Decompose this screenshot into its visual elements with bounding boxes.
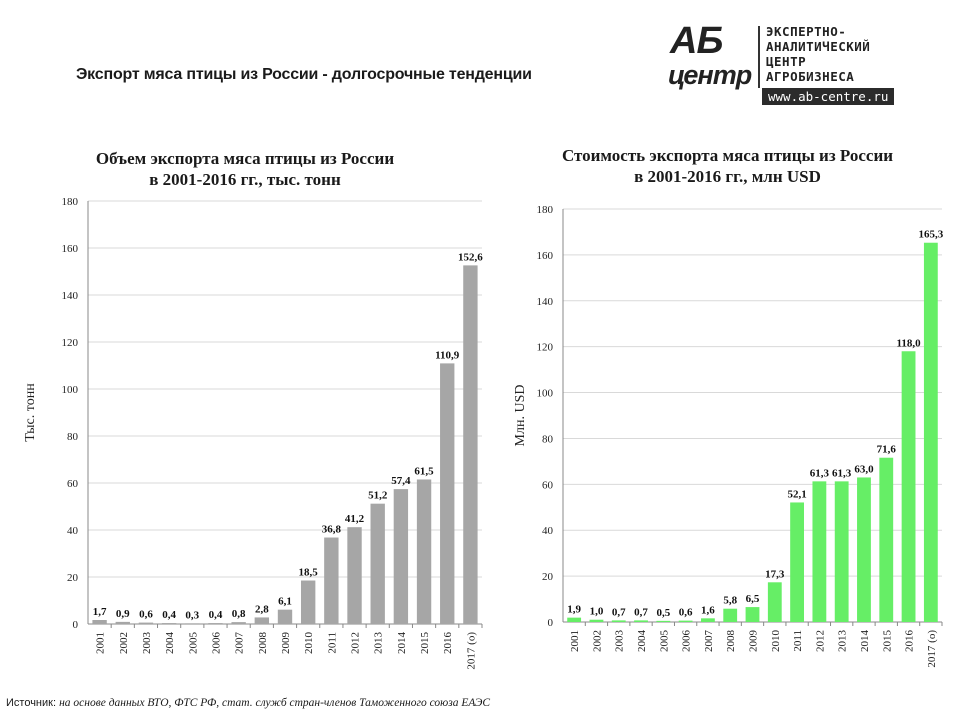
chart-title-value-line-2: в 2001-2016 гг., млн USD — [634, 167, 821, 186]
value-category-label: 2001 — [569, 630, 582, 652]
value-bar — [723, 609, 737, 622]
value-bar — [902, 351, 916, 622]
volume-category-label: 2002 — [117, 632, 130, 654]
value-data-label: 17,3 — [765, 568, 785, 581]
volume-category-label: 2006 — [210, 632, 223, 654]
value-category-label: 2006 — [680, 630, 693, 652]
value-data-label: 71,6 — [876, 443, 896, 456]
volume-bar — [324, 538, 338, 624]
volume-data-label: 18,5 — [298, 566, 318, 579]
value-category-label: 2017 (о) — [925, 630, 938, 668]
value-category-label: 2016 — [903, 630, 916, 652]
volume-data-label: 51,2 — [368, 489, 388, 502]
volume-ytick-label: 40 — [67, 525, 78, 537]
value-category-label: 2002 — [591, 630, 604, 652]
value-bar — [701, 618, 715, 622]
volume-ytick-label: 160 — [61, 243, 78, 255]
value-bar — [634, 620, 648, 622]
volume-bar — [417, 479, 431, 624]
volume-category-label: 2001 — [94, 632, 107, 654]
value-category-label: 2007 — [702, 630, 715, 652]
value-data-label: 0,6 — [678, 606, 693, 619]
volume-bar — [301, 581, 315, 624]
value-ytick-label: 40 — [542, 525, 553, 538]
volume-data-label: 36,8 — [321, 523, 341, 536]
value-bar — [656, 621, 670, 622]
volume-bar — [116, 622, 130, 624]
value-bar — [679, 621, 693, 622]
volume-bar — [255, 617, 269, 624]
source-text: на основе данных ВТО, ФТС РФ, стат. служб стран-членов Таможенного союза ЕАЭС — [59, 697, 491, 709]
page-title: Экспорт мяса птицы из России - долгосрочные тенденции — [76, 66, 532, 83]
logo-line-2: АНАЛИТИЧЕСКИЙ — [766, 39, 871, 54]
volume-category-label: 2015 — [419, 632, 432, 654]
volume-ytick-label: 0 — [72, 619, 78, 631]
volume-data-label: 0,4 — [208, 609, 223, 622]
value-ytick-label: 60 — [542, 479, 553, 492]
volume-ytick-label: 100 — [61, 384, 78, 396]
volume-bar — [440, 363, 454, 624]
value-category-label: 2003 — [613, 630, 626, 652]
value-data-label: 52,1 — [787, 488, 807, 501]
value-ytick-label: 100 — [536, 387, 553, 400]
value-category-label: 2008 — [725, 630, 738, 652]
volume-bar — [347, 527, 361, 624]
volume-category-label: 2010 — [303, 632, 316, 654]
volume-ytick-label: 20 — [67, 572, 78, 584]
volume-bar — [371, 504, 385, 624]
volume-data-label: 152,6 — [458, 251, 483, 264]
value-bar — [857, 477, 871, 622]
value-category-label: 2013 — [836, 630, 849, 652]
volume-bar — [139, 623, 153, 624]
volume-data-label: 0,4 — [162, 609, 176, 622]
value-data-label: 61,3 — [832, 467, 852, 480]
volume-data-label: 2,8 — [254, 603, 269, 616]
volume-data-label: 6,1 — [278, 595, 292, 608]
value-data-label: 5,8 — [723, 594, 738, 607]
volume-chart — [0, 0, 483, 700]
volume-data-label: 110,9 — [435, 349, 460, 362]
chart-title-volume-line-2: в 2001-2016 гг., тыс. тонн — [149, 170, 341, 189]
value-ytick-label: 80 — [542, 433, 553, 446]
value-data-label: 1,9 — [567, 603, 582, 616]
volume-category-label: 2013 — [372, 632, 385, 654]
volume-bar — [185, 623, 199, 624]
volume-data-label: 41,2 — [344, 513, 365, 526]
value-ytick-label: 20 — [542, 571, 553, 584]
logo-tsentr-mark: центр — [668, 60, 752, 90]
volume-data-label: 0,3 — [185, 609, 200, 622]
value-data-label: 63,0 — [854, 463, 874, 476]
volume-bar — [463, 265, 477, 624]
volume-category-label: 2014 — [395, 632, 408, 654]
value-category-label: 2004 — [636, 630, 649, 652]
volume-category-label: 2017 (о) — [465, 632, 478, 670]
value-data-label: 165,3 — [918, 228, 944, 241]
value-data-label: 61,3 — [809, 467, 830, 480]
volume-bar — [278, 610, 292, 624]
volume-category-label: 2012 — [349, 632, 362, 654]
volume-category-label: 2003 — [140, 632, 153, 654]
volume-data-label: 0,8 — [231, 608, 246, 621]
volume-bar — [162, 623, 176, 624]
volume-category-label: 2004 — [164, 632, 177, 654]
volume-bar — [92, 620, 106, 624]
chart-title-value-line-1: Стоимость экспорта мяса птицы из России — [561, 146, 894, 165]
value-data-label: 6,5 — [745, 593, 760, 606]
volume-ytick-label: 60 — [67, 478, 78, 490]
volume-category-label: 2009 — [280, 632, 292, 654]
value-bar — [746, 607, 760, 622]
value-ytick-label: 180 — [536, 204, 553, 216]
value-bar — [812, 481, 826, 622]
volume-category-label: 2008 — [256, 632, 269, 654]
volume-data-label: 1,7 — [92, 606, 107, 619]
value-chart — [480, 0, 960, 700]
value-data-label: 0,7 — [634, 606, 648, 619]
volume-category-label: 2016 — [442, 632, 455, 654]
value-category-label: 2015 — [881, 630, 894, 652]
value-ytick-label: 0 — [547, 617, 553, 629]
volume-category-label: 2005 — [187, 632, 200, 654]
logo-line-4: АГРОБИЗНЕСА — [766, 69, 855, 84]
logo-line-3: ЦЕНТР — [766, 54, 807, 69]
value-bar — [835, 481, 849, 622]
volume-bar — [231, 622, 245, 624]
value-ylabel: Млн. USD — [513, 384, 528, 447]
volume-category-label: 2011 — [326, 632, 339, 654]
volume-data-label: 57,4 — [391, 475, 411, 488]
volume-ytick-label: 80 — [67, 431, 78, 443]
volume-bar — [208, 623, 222, 624]
value-category-label: 2011 — [792, 630, 805, 652]
volume-bar — [394, 489, 408, 624]
value-bar — [790, 502, 804, 622]
value-data-label: 0,5 — [656, 606, 671, 619]
value-category-label: 2009 — [747, 630, 760, 652]
value-bar — [924, 243, 938, 622]
value-data-label: 118,0 — [896, 337, 921, 350]
value-category-label: 2012 — [814, 630, 827, 652]
value-data-label: 0,7 — [611, 606, 626, 619]
volume-ytick-label: 140 — [61, 290, 78, 302]
volume-ytick-label: 120 — [61, 337, 78, 349]
value-bar — [567, 618, 581, 622]
volume-ylabel: Тыс. тонн — [23, 383, 38, 442]
chart-title-volume-line-1: Объем экспорта мяса птицы из России — [95, 149, 395, 168]
volume-data-label: 0,9 — [115, 607, 130, 620]
source-label: Источник: — [6, 697, 57, 709]
volume-ytick-label: 180 — [61, 196, 78, 208]
volume-category-label: 2007 — [233, 632, 246, 654]
value-ytick-label: 140 — [536, 295, 553, 308]
source-note — [6, 697, 490, 709]
value-bar — [612, 620, 626, 622]
value-category-label: 2010 — [769, 630, 782, 652]
volume-data-label: 0,6 — [139, 608, 153, 621]
value-ytick-label: 160 — [536, 249, 553, 262]
value-bar — [879, 458, 893, 622]
value-category-label: 2005 — [658, 630, 671, 652]
value-ytick-label: 120 — [536, 341, 553, 354]
logo-ab-mark: АБ — [670, 20, 723, 62]
logo-line-1: ЭКСПЕРТНО- — [766, 24, 847, 39]
value-data-label: 1,0 — [589, 605, 604, 618]
value-category-label: 2014 — [858, 630, 871, 652]
logo-url: www.ab-centre.ru — [762, 88, 894, 105]
value-bar — [590, 620, 604, 622]
value-bar — [768, 582, 782, 622]
volume-data-label: 61,5 — [414, 465, 434, 478]
value-data-label: 1,6 — [701, 604, 715, 617]
